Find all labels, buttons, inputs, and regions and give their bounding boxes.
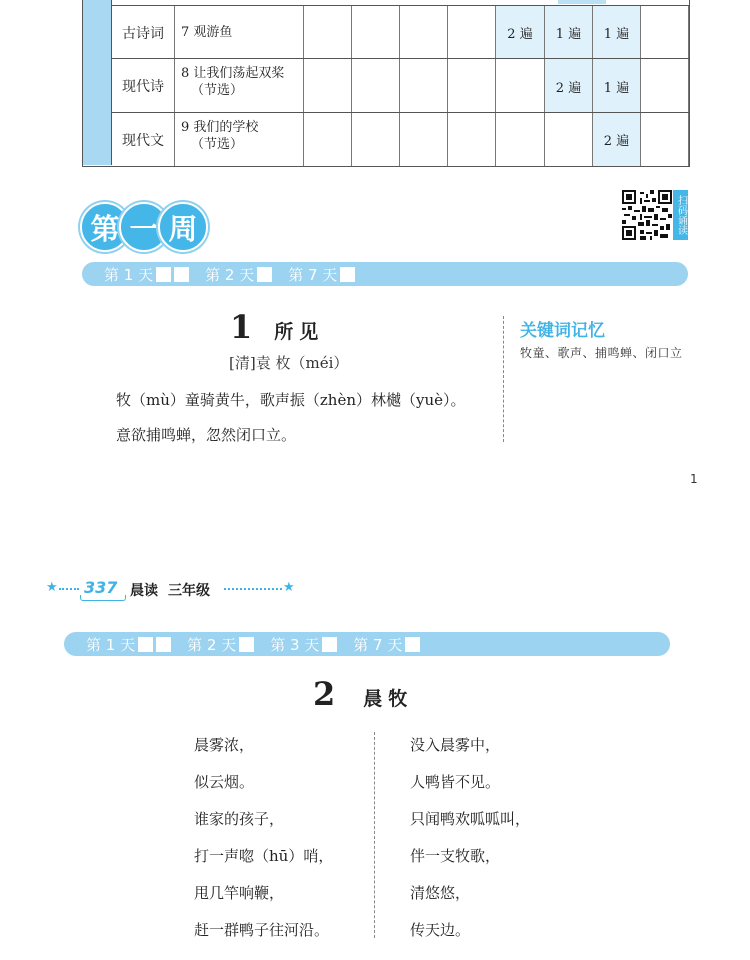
keywords-text: 牧童、歌声、捕鸣蝉、闭口立	[520, 346, 683, 360]
row-title: 7 观游鱼	[175, 6, 304, 59]
reading-schedule-table	[82, 0, 690, 167]
table-row	[112, 58, 689, 113]
rep-count: 1 遍	[593, 59, 641, 113]
poem-line: 意欲捕鸣蝉，忽然闭口立。	[116, 426, 297, 444]
poem-line: 清悠悠，	[410, 884, 471, 902]
reading-day-bar	[64, 632, 670, 656]
series-logo: 337	[84, 578, 118, 597]
check-box[interactable]	[340, 267, 355, 282]
day-item: 第 7 天	[288, 264, 355, 285]
check-box[interactable]	[405, 637, 420, 652]
rep-count: 2 遍	[496, 6, 545, 59]
check-box[interactable]	[156, 267, 171, 282]
week-char: 一	[119, 202, 169, 252]
check-box[interactable]	[322, 637, 337, 652]
poem-line: 晨雾浓，	[194, 736, 255, 754]
poem-line: 人鸭皆不见。	[410, 773, 501, 791]
dotted-rule	[224, 588, 282, 590]
check-box[interactable]	[239, 637, 254, 652]
check-box[interactable]	[257, 267, 272, 282]
poem-line: 甩几竿响鞭，	[194, 884, 285, 902]
logo-underline	[80, 595, 126, 601]
star-icon: ★	[283, 580, 295, 595]
poem-line: 只闻鸭欢呱呱叫，	[410, 810, 531, 828]
row-title: 8 让我们荡起双桨 （节选）	[175, 59, 304, 113]
poem-line: 谁家的孩子，	[194, 810, 285, 828]
poem-line: 伴一支牧歌，	[410, 847, 501, 865]
row-category: 现代文	[112, 113, 175, 166]
poem-1-heading	[230, 308, 324, 346]
table-row	[112, 5, 689, 59]
grade-label: 三年级	[168, 583, 210, 599]
poem-author: [清]袁 枚（méi）	[229, 354, 349, 372]
series-name: 晨读	[130, 583, 158, 599]
week-char: 第	[80, 202, 130, 252]
poem-number: 2	[313, 675, 336, 713]
poem-line: 打一声唿（hū）哨，	[194, 847, 334, 865]
poem-title: 晨牧	[363, 688, 414, 710]
check-box[interactable]	[156, 637, 171, 652]
row-title: 9 我们的学校 （节选）	[175, 113, 304, 166]
poem-number: 1	[230, 308, 253, 346]
poem-line: 没入晨雾中，	[410, 736, 501, 754]
week-one-heading	[80, 202, 206, 250]
day-item: 第 2 天	[205, 264, 272, 285]
week-char: 周	[158, 202, 208, 252]
check-box[interactable]	[174, 267, 189, 282]
day-item: 第 7 天	[353, 634, 420, 655]
dotted-rule	[59, 588, 79, 590]
running-header	[46, 578, 296, 602]
row-category: 古诗词	[112, 6, 175, 59]
poem-2-heading	[313, 675, 413, 713]
poem-line: 似云烟。	[194, 773, 255, 791]
page-number: 1	[690, 472, 698, 486]
rep-count: 1 遍	[593, 6, 641, 59]
scan-to-listen-tag[interactable]: 扫码诵读	[673, 190, 688, 240]
day-item: 第 3 天	[270, 634, 337, 655]
rep-count: 2 遍	[545, 59, 593, 113]
row-category: 现代诗	[112, 59, 175, 113]
table-highlight-strip	[558, 0, 606, 4]
poem-line: 牧（mù）童骑黄牛，歌声振（zhèn）林樾（yuè）。	[116, 391, 466, 409]
star-icon: ★	[46, 580, 58, 595]
table-row	[112, 112, 689, 166]
day-item: 第 2 天	[187, 634, 254, 655]
check-box[interactable]	[138, 637, 153, 652]
divider	[374, 732, 375, 938]
poem-line: 传天边。	[410, 921, 471, 939]
poem-title: 所见	[274, 321, 325, 343]
keywords-heading: 关键词记忆	[520, 321, 605, 341]
divider	[503, 316, 504, 442]
rep-count: 1 遍	[545, 6, 593, 59]
qr-code-icon[interactable]	[622, 190, 672, 240]
reading-day-bar	[82, 262, 688, 286]
day-item: 第 1 天	[86, 634, 171, 655]
poem-line: 赶一群鸭子往河沿。	[194, 921, 330, 939]
rep-count: 2 遍	[593, 113, 641, 166]
table-side-stripe	[83, 0, 112, 165]
day-item: 第 1 天	[104, 264, 189, 285]
